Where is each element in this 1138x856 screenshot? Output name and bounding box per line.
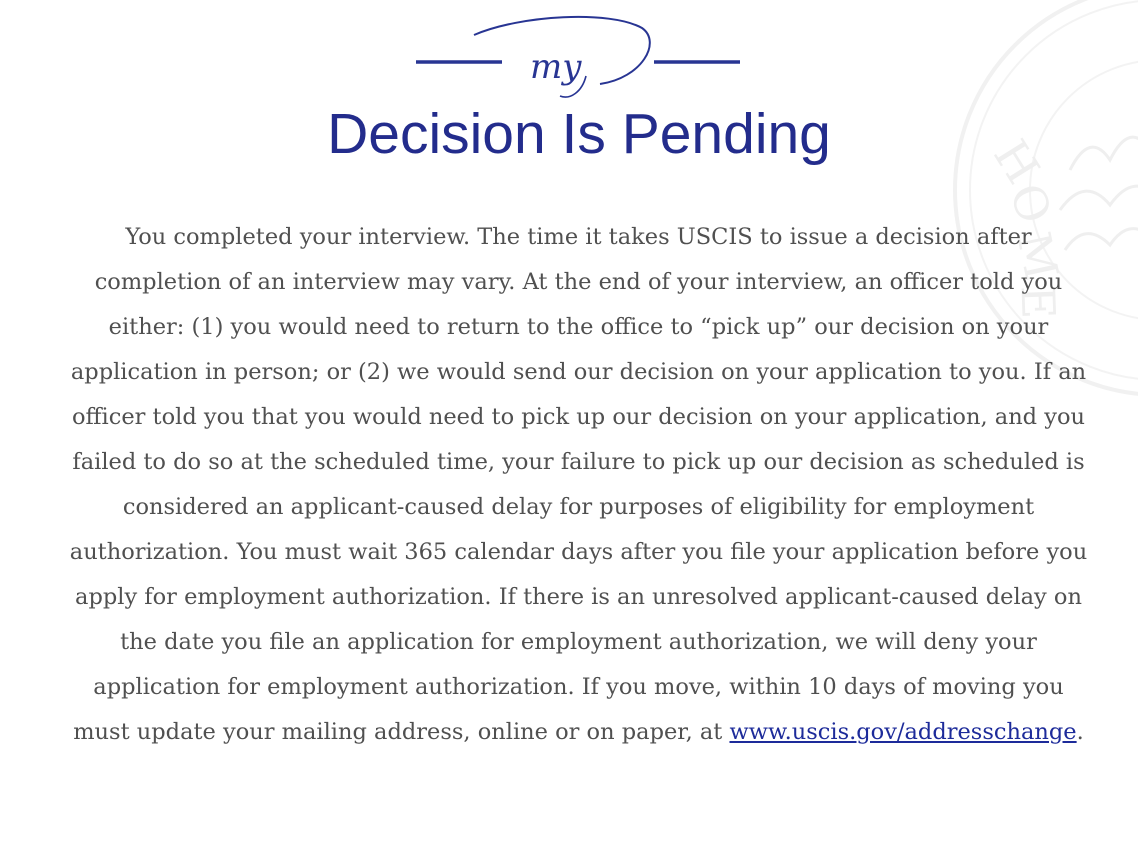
watermark-letter: O <box>998 175 1063 232</box>
watermark-letter: M <box>1006 227 1069 285</box>
status-description-text: You completed your interview. The time it takes USCIS to issue a decision after completion of an interview may vary. At the end of your interview, an officer told you either: (1) you would need to return to the office to “pick up” our decision on your application in person; or (2) we would send our decision on your application to you. If an officer told you that you would need to pick up our decision on your application, and you failed to do so at the scheduled time, your failure to pick up our decision as scheduled is considered an applicant-caused delay for purposes of eligibility for employment authorization. You must wait 365 calendar days after you file your application before you apply for employment authorization. If there is an unresolved applicant-caused delay on the date you file an application for employment authorization, we will deny your application for employment authorization. If you move, within 10 days of moving you must update your mailing address, online or on paper, at <box>69 224 1088 745</box>
page-title: Decision Is Pending <box>327 102 831 166</box>
my-uscis-logo <box>410 10 750 105</box>
address-change-link[interactable]: www.uscis.gov/addresschange <box>729 719 1077 745</box>
watermark-letter: E <box>1010 284 1066 320</box>
watermark-letter: H <box>983 130 1051 193</box>
logo-script-text: my <box>530 47 582 87</box>
status-description-trailing: . <box>1076 719 1084 745</box>
status-description <box>62 215 1095 755</box>
